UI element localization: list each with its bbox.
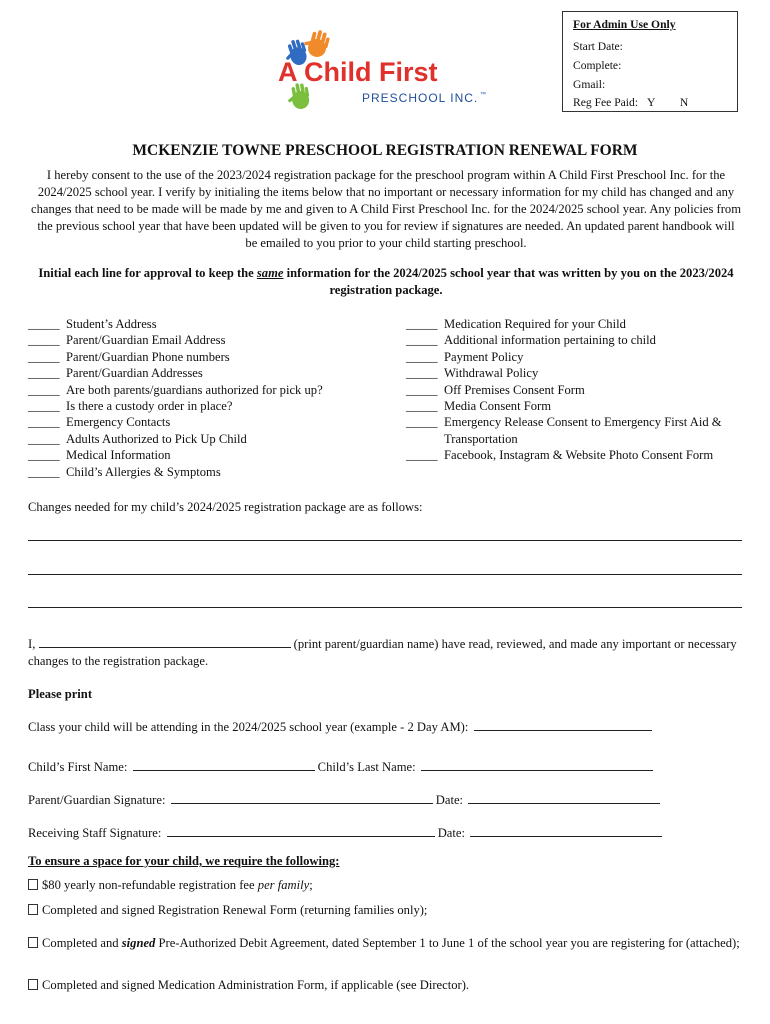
- list-item[interactable]: [28, 349, 388, 365]
- requirement-renewal: [28, 902, 744, 919]
- consent-paragraph: I hereby consent to the use of the 2023/2024 registration package for the preschool program within A Child First Preschool Inc. for the 2024/2025 school year. I verify by initialing the items below that no important or necessary information for my child has changed and any changes that need to be made will be made by me and given to A Child First Preschool Inc. for the 2024/2025 school year. Any policies from the previous school year that have been updated will be given to you for review if signatures are needed. An updated parent handbook will be emailed to you prior to your child starting preschool.: [30, 168, 741, 250]
- parent-signature-row: [28, 792, 660, 808]
- medication-checkbox[interactable]: [28, 979, 38, 990]
- admin-use-box: [562, 11, 738, 112]
- parent-date-input[interactable]: [468, 792, 660, 804]
- list-item[interactable]: [406, 332, 746, 348]
- reg-fee-label: Reg Fee Paid:: [573, 96, 639, 109]
- debit-text-before: Completed and: [42, 936, 122, 950]
- debit-emphasis: signed: [121, 936, 156, 950]
- changes-line-2[interactable]: [28, 574, 742, 575]
- parent-signature-label: Parent/Guardian Signature:: [28, 793, 166, 807]
- list-item[interactable]: [406, 414, 746, 447]
- class-field-row: [28, 719, 652, 735]
- initial-blank[interactable]: _____: [406, 349, 438, 364]
- initial-blank[interactable]: _____: [28, 431, 60, 446]
- initial-blank[interactable]: _____: [28, 382, 60, 397]
- initial-blank[interactable]: _____: [28, 366, 60, 381]
- renewal-text: Completed and signed Registration Renewal Form (returning families only);: [42, 903, 428, 917]
- fee-end: ;: [309, 878, 313, 892]
- list-item-label: Parent/Guardian Addresses: [66, 366, 203, 381]
- requirement-medication: [28, 977, 744, 994]
- changes-line-1[interactable]: [28, 540, 742, 541]
- instruction-emphasis: same: [256, 266, 284, 280]
- list-item[interactable]: [406, 398, 746, 414]
- acknowledgement: [28, 636, 744, 670]
- list-item[interactable]: [28, 447, 388, 463]
- right-checklist: [406, 316, 746, 464]
- list-item[interactable]: [406, 447, 746, 463]
- staff-signature-label: Receiving Staff Signature:: [28, 826, 162, 840]
- list-item-label: Payment Policy: [444, 349, 524, 364]
- last-name-input[interactable]: [421, 759, 653, 771]
- initial-blank[interactable]: _____: [28, 448, 60, 463]
- class-field-input[interactable]: [474, 719, 652, 731]
- list-item-label: Parent/Guardian Email Address: [66, 333, 226, 348]
- parent-date-label: Date:: [435, 793, 464, 807]
- list-item-label: Medical Information: [66, 448, 171, 463]
- ack-after: (print parent/guardian name) have read, reviewed, and made any important or necessary changes to the registration package.: [28, 637, 737, 668]
- requirement-debit: [28, 935, 744, 952]
- list-item[interactable]: [406, 382, 746, 398]
- list-item-label: Adults Authorized to Pick Up Child: [66, 431, 247, 446]
- fee-text: $80 yearly non-refundable registration fee: [42, 878, 258, 892]
- initial-blank[interactable]: _____: [406, 382, 438, 397]
- logo-name: A Child First: [278, 57, 438, 87]
- medication-text: Completed and signed Medication Administration Form, if applicable (see Director).: [42, 978, 470, 992]
- debit-checkbox[interactable]: [28, 937, 38, 948]
- list-item[interactable]: [406, 349, 746, 365]
- instruction-after: information for the 2024/2025 school year that was written by you on the 2023/2024 registration package.: [283, 266, 734, 297]
- list-item[interactable]: [406, 365, 746, 381]
- initial-blank[interactable]: _____: [28, 317, 60, 331]
- list-item-label: Medication Required for your Child: [444, 317, 626, 331]
- start-date-label: Start Date:: [573, 40, 623, 53]
- list-item[interactable]: [28, 431, 388, 447]
- list-item[interactable]: [28, 414, 388, 430]
- list-item-label: Additional information pertaining to child: [444, 333, 656, 348]
- initial-blank[interactable]: _____: [28, 464, 60, 479]
- staff-date-label: Date:: [437, 826, 465, 840]
- changes-label: Changes needed for my child’s 2024/2025 registration package are as follows:: [28, 500, 423, 514]
- complete-label: Complete:: [573, 59, 622, 72]
- admin-title: For Admin Use Only: [573, 18, 676, 31]
- staff-signature-input[interactable]: [167, 825, 435, 837]
- please-print-heading: Please print: [28, 687, 93, 701]
- instruction-before: Initial each line for approval to keep the: [38, 266, 257, 280]
- requirements-heading: To ensure a space for your child, we require the following:: [28, 854, 340, 868]
- list-item-label: Student’s Address: [66, 317, 157, 331]
- requirement-fee: [28, 877, 744, 894]
- initial-blank[interactable]: _____: [406, 366, 438, 381]
- school-logo: [276, 26, 496, 114]
- initial-instruction: [30, 265, 742, 299]
- initial-blank[interactable]: _____: [28, 399, 60, 414]
- gmail-label: Gmail:: [573, 78, 606, 91]
- reg-fee-no: N: [679, 96, 689, 109]
- list-item-label: Child’s Allergies & Symptoms: [66, 464, 221, 479]
- first-name-label: Child’s First Name:: [28, 760, 128, 774]
- list-item-label: Withdrawal Policy: [444, 366, 539, 381]
- list-item[interactable]: [28, 332, 388, 348]
- parent-name-blank[interactable]: [39, 636, 291, 648]
- changes-line-3[interactable]: [28, 607, 742, 608]
- list-item[interactable]: [28, 316, 388, 332]
- initial-blank[interactable]: _____: [406, 448, 438, 463]
- list-item[interactable]: [28, 398, 388, 414]
- first-name-input[interactable]: [133, 759, 315, 771]
- list-item-label: Emergency Contacts: [66, 415, 171, 430]
- list-item-label: Parent/Guardian Phone numbers: [66, 349, 230, 364]
- logo-trademark: ™: [480, 92, 486, 98]
- list-item-label: Are both parents/guardians authorized for pick up?: [66, 382, 323, 397]
- class-field-label: Class your child will be attending in the 2024/2025 school year (example - 2 Day AM):: [28, 720, 469, 734]
- renewal-checkbox[interactable]: [28, 904, 38, 915]
- list-item-label: Facebook, Instagram & Website Photo Consent Form: [444, 448, 714, 463]
- fee-checkbox[interactable]: [28, 879, 38, 890]
- logo-graphic: [276, 26, 496, 114]
- form-title: MCKENZIE TOWNE PRESCHOOL REGISTRATION RENEWAL FORM: [132, 142, 638, 159]
- list-item[interactable]: [406, 316, 746, 332]
- parent-signature-input[interactable]: [171, 792, 433, 804]
- reg-fee-yes: Y: [646, 96, 655, 109]
- reg-fee-row: [573, 96, 688, 109]
- last-name-label: Child’s Last Name:: [317, 760, 416, 774]
- list-item-label: Media Consent Form: [444, 399, 552, 414]
- initial-blank[interactable]: _____: [406, 317, 438, 331]
- list-item[interactable]: [28, 464, 388, 480]
- list-item[interactable]: [28, 382, 388, 398]
- initial-blank[interactable]: _____: [28, 349, 60, 364]
- list-item[interactable]: [28, 365, 388, 381]
- debit-text-after: Pre-Authorized Debit Agreement, dated September 1 to June 1 of the school year you are registering for (attached);: [155, 936, 740, 950]
- initial-blank[interactable]: _____: [28, 415, 60, 430]
- left-checklist: [28, 316, 388, 480]
- initial-blank[interactable]: _____: [406, 415, 438, 430]
- initial-blank[interactable]: _____: [28, 333, 60, 348]
- logo-subtitle: PRESCHOOL INC.: [362, 91, 479, 105]
- child-name-row: [28, 759, 653, 775]
- initial-blank[interactable]: _____: [406, 399, 438, 414]
- fee-emphasis: per family: [257, 878, 310, 892]
- list-item-label: Emergency Release Consent to Emergency First Aid & Transportation: [444, 415, 722, 446]
- list-item-label: Off Premises Consent Form: [444, 382, 585, 397]
- staff-date-input[interactable]: [470, 825, 662, 837]
- staff-signature-row: [28, 825, 662, 841]
- ack-before: I,: [28, 637, 39, 651]
- initial-blank[interactable]: _____: [406, 333, 438, 348]
- list-item-label: Is there a custody order in place?: [66, 399, 233, 414]
